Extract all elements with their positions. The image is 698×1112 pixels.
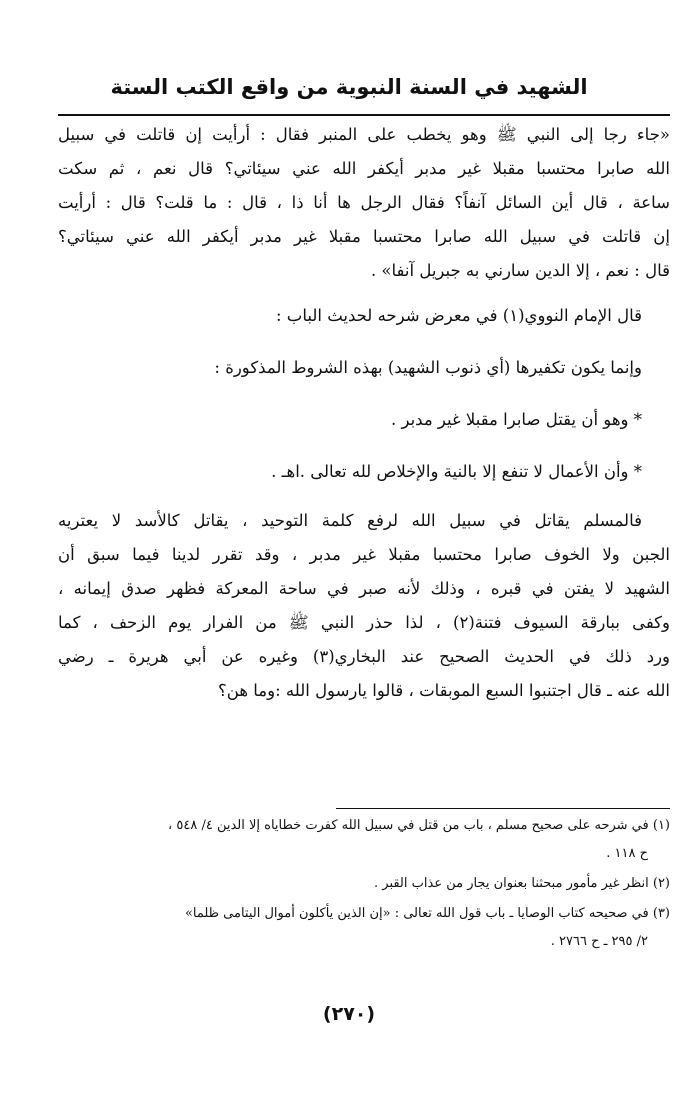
spacer — [58, 440, 670, 452]
footnote-line: (١) في شرحه على صحيح مسلم ، باب من قتل في سبيل الله كفرت خطاياه إلا الدين ٤/ ٥٤٨ ، — [168, 818, 670, 833]
footnote-rule — [336, 808, 670, 809]
footnote-2 — [50, 870, 670, 898]
expiation-condition: وإنما يكون تكفيرها (أي ذنوب الشهيد) بهذه الشروط المذكورة : — [214, 358, 642, 377]
body-text — [58, 118, 670, 708]
main-line: الله عنه ـ قال اجتنبوا السبع الموبقات ، قالوا يارسول الله :وما هن؟ — [218, 681, 670, 700]
condition-bullet: * وهو أن يقتل صابرا مقبلا غير مدبر . — [391, 410, 642, 429]
main-line: الشهيد لا يفتن في قبره ، وذلك لأنه صبر في ساحة المعركة فظهر صدق إيمانه ، — [58, 579, 670, 598]
main-line: ورد ذلك في الحديث الصحيح عند البخاري(٣) وغيره عن أبي هريرة ـ رضي — [58, 647, 671, 666]
hadith-line: ساعة ، قال أين السائل آنفاً؟ فقال الرجل ها أنا ذا ، قال : ما قلت؟ قال : أرأيت — [58, 193, 670, 212]
footnotes — [50, 812, 670, 958]
footnote-3 — [50, 900, 670, 956]
page-number: (٢٧٠) — [322, 1003, 376, 1025]
running-title: الشهيد في السنة النبوية من واقع الكتب الستة — [110, 75, 588, 99]
spacer — [58, 492, 670, 504]
spacer — [58, 288, 670, 296]
main-line: وكفى ببارقة السيوف فتنة(٢) ، لذا حذر النبي ﷺ من الفرار يوم الزحف ، كما — [58, 613, 670, 632]
hadith-line: «جاء رجا إلى النبي ﷺ وهو يخطب على المنبر فقال : أرأيت إن قاتلت في سبيل — [58, 125, 670, 144]
nawawi-intro: قال الإمام النووي(١) في معرض شرحه لحديث الباب : — [276, 306, 642, 325]
footnote-line: (٣) في صحيحه كتاب الوصايا ـ باب قول الله تعالى : «إن الذين يأكلون أموال اليتامى ظلما» — [184, 906, 670, 921]
footnote-line: ٢/ ٢٩٥ ـ ح ٢٧٦٦ . — [550, 934, 648, 949]
footnote-1 — [50, 812, 670, 868]
hadith-line: قال : نعم ، إلا الدين سارني به جبريل آنفا» . — [370, 261, 670, 280]
main-line: فالمسلم يقاتل في سبيل الله لرفع كلمة التوحيد ، يقاتل كالأسد لا يعتريه — [58, 511, 642, 530]
footnote-line: ح ١١٨ . — [606, 846, 648, 861]
header-rule — [58, 114, 670, 116]
hadith-line: إن قاتلت في سبيل الله صابرا محتسبا مقبلا غير مدبر أيكفر الله عني سيئاتي؟ — [58, 227, 670, 246]
hadith-paragraph — [58, 118, 670, 288]
condition-bullet: * وأن الأعمال لا تنفع إلا بالنية والإخلاص لله تعالى .اهـ . — [271, 462, 642, 481]
main-paragraph — [58, 504, 670, 708]
main-line: الجبن ولا الخوف صابرا محتسبا مقبلا غير مدبر ، وقد تقرر لدينا فيما سبق أن — [58, 545, 670, 564]
spacer — [58, 336, 670, 348]
hadith-line: الله صابرا محتسبا مقبلا غير مدبر أيكفر الله عني سيئاتي؟ قال نعم ، ثم سكت — [58, 159, 670, 178]
footnote-line: (٢) انظر غير مأمور مبحثنا بعنوان يجار من عذاب القبر . — [374, 876, 670, 891]
spacer — [58, 388, 670, 400]
